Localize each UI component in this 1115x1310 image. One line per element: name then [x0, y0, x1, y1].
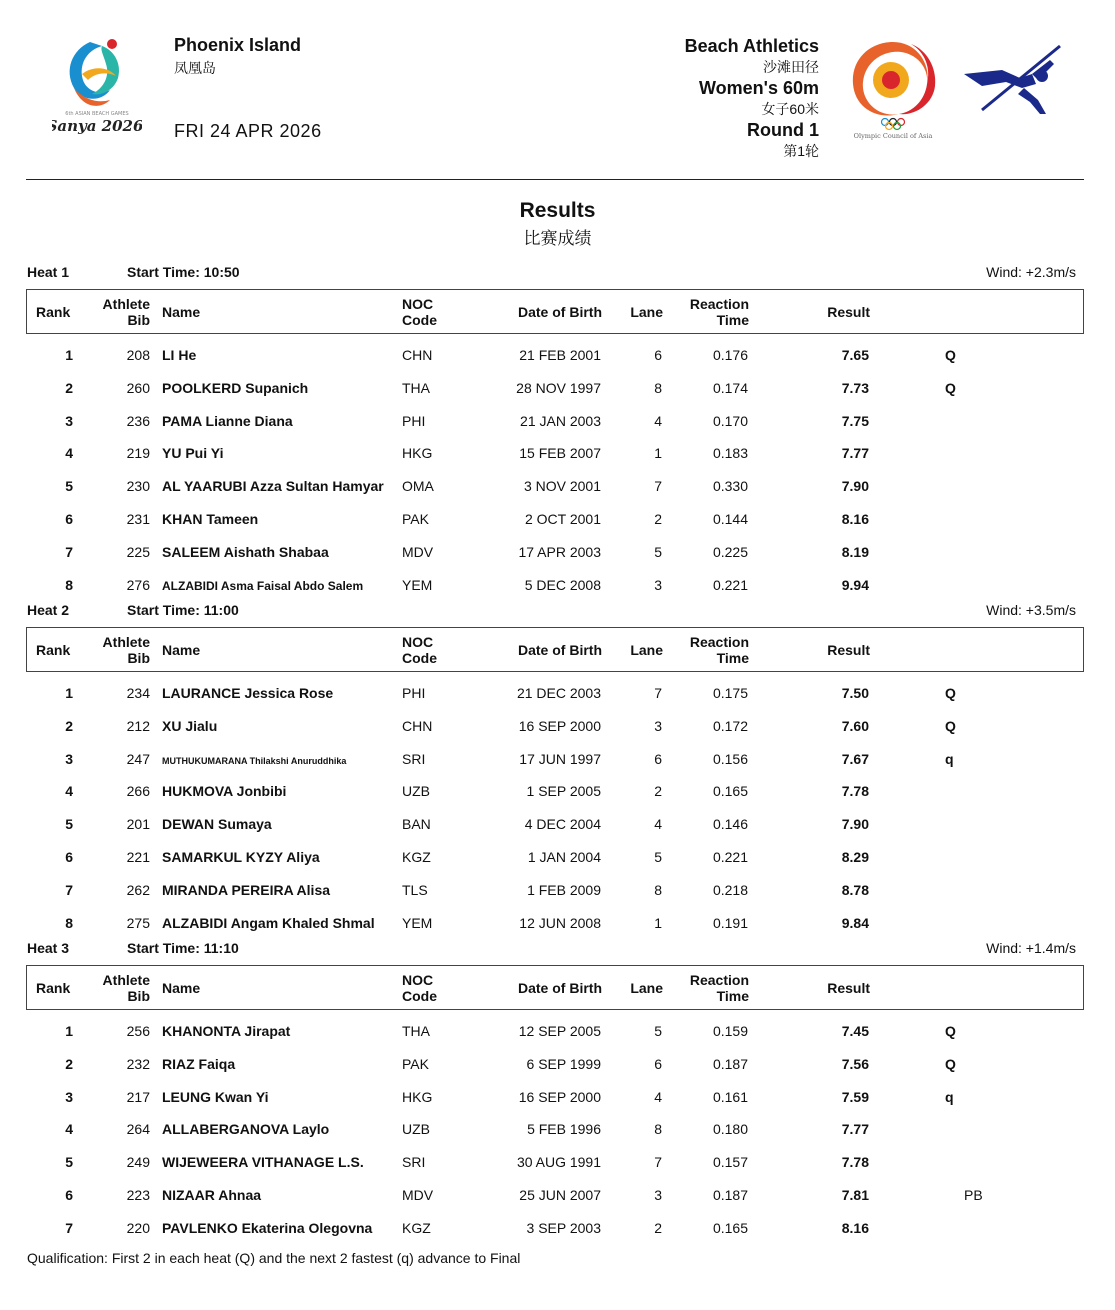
- rank-cell: 8: [65, 576, 73, 593]
- rank-cell: 1: [65, 1023, 73, 1039]
- athlete-name: POOLKERD Supanich: [162, 379, 309, 396]
- reaction-time-cell: 0.221: [712, 848, 748, 865]
- col-reaction-time: Reaction Time: [689, 634, 749, 666]
- dob-cell: 25 JUN 2007: [519, 1186, 601, 1203]
- table-header: [26, 965, 1084, 1010]
- result-cell: 8.29: [841, 848, 869, 865]
- qualification-note: Qualification: First 2 in each heat (Q) and the next 2 fastest (q) advance to Final: [27, 1250, 521, 1266]
- table-row: [26, 502, 1084, 535]
- bib-cell: 232: [126, 1055, 150, 1072]
- noc-cell: MDV: [402, 543, 434, 560]
- athlete-name: WIJEWEERA VITHANAGE L.S.: [162, 1154, 364, 1171]
- lane-cell: 8: [654, 881, 662, 898]
- table-row: [26, 709, 1084, 742]
- lane-cell: 4: [654, 816, 662, 833]
- reaction-time-cell: 0.225: [712, 543, 748, 560]
- rank-cell: 6: [65, 510, 73, 527]
- result-cell: 7.50: [841, 685, 869, 701]
- result-cell: 7.78: [841, 783, 869, 800]
- rank-cell: 3: [65, 750, 73, 767]
- reaction-time-cell: 0.172: [712, 717, 748, 734]
- table-row: [26, 807, 1084, 840]
- result-cell: 7.60: [841, 717, 869, 734]
- svg-text:Olympic Council of Asia: Olympic Council of Asia: [853, 132, 933, 140]
- result-cell: 7.73: [841, 379, 869, 396]
- dob-cell: 17 APR 2003: [518, 543, 601, 560]
- lane-cell: 6: [654, 750, 662, 767]
- dob-cell: 21 FEB 2001: [519, 347, 601, 363]
- bib-cell: 231: [126, 510, 150, 527]
- table-row: [26, 568, 1084, 601]
- result-cell: 8.19: [841, 543, 869, 560]
- venue-name: Phoenix Island: [174, 35, 302, 55]
- noc-cell: KGZ: [402, 1219, 431, 1236]
- result-cell: 7.78: [841, 1154, 869, 1171]
- noc-cell: THA: [402, 379, 430, 396]
- table-row: [26, 1211, 1084, 1244]
- lane-cell: 3: [654, 576, 662, 593]
- col-name: Name: [162, 980, 201, 996]
- result-cell: 7.67: [841, 750, 869, 767]
- heat-info: [26, 602, 1084, 622]
- competition-date: FRI 24 APR 2026: [174, 121, 322, 141]
- table-row: [26, 1145, 1084, 1178]
- col-rank: Rank: [36, 642, 71, 658]
- rank-cell: 8: [65, 914, 73, 931]
- table-row: [26, 1080, 1084, 1113]
- heat-rows: [26, 1014, 1084, 1244]
- rank-cell: 5: [65, 1154, 73, 1171]
- lane-cell: 1: [654, 914, 662, 931]
- table-row: [26, 338, 1084, 371]
- lane-cell: 6: [654, 1055, 662, 1072]
- lane-cell: 5: [654, 543, 662, 560]
- rank-cell: 7: [65, 881, 73, 898]
- heat-2: [26, 602, 1084, 938]
- result-cell: 7.90: [841, 478, 869, 495]
- noc-cell: HKG: [402, 1088, 433, 1105]
- qualification-mark: Q: [945, 347, 956, 363]
- dob-cell: 3 SEP 2003: [526, 1219, 601, 1236]
- event-name: Women's 60m: [699, 78, 819, 98]
- lane-cell: 6: [654, 347, 662, 363]
- record-mark: PB: [964, 1186, 983, 1203]
- athlete-name: PAMA Lianne Diana: [162, 412, 293, 429]
- col-dob: Date of Birth: [518, 642, 602, 658]
- athlete-name: PAVLENKO Ekaterina Olegovna: [162, 1219, 373, 1236]
- start-time: Start Time: 11:10: [127, 940, 239, 956]
- heat-rows: [26, 338, 1084, 600]
- lane-cell: 8: [654, 1121, 662, 1138]
- athlete-name: AL YAARUBI Azza Sultan Hamyar: [162, 478, 384, 495]
- athletics-pictogram-icon: [962, 44, 1062, 114]
- noc-cell: MDV: [402, 1186, 434, 1203]
- noc-cell: UZB: [402, 783, 430, 800]
- result-cell: 8.78: [841, 881, 869, 898]
- dob-cell: 6 SEP 1999: [526, 1055, 601, 1072]
- qualification-mark: Q: [945, 717, 956, 734]
- page-title-zh: 比赛成绩: [523, 229, 592, 248]
- table-row: [26, 840, 1084, 873]
- bib-cell: 221: [126, 848, 150, 865]
- lane-cell: 1: [654, 445, 662, 462]
- athlete-name: DEWAN Sumaya: [162, 816, 272, 833]
- bib-cell: 219: [126, 445, 150, 462]
- bib-cell: 217: [126, 1088, 150, 1105]
- lane-cell: 5: [654, 848, 662, 865]
- qualification-mark: Q: [945, 1055, 956, 1072]
- event-name-zh: 女子60米: [761, 101, 819, 117]
- venue-name-zh: 凤凰岛: [174, 60, 216, 76]
- lane-cell: 8: [654, 379, 662, 396]
- reaction-time-cell: 0.165: [712, 783, 748, 800]
- dob-cell: 12 SEP 2005: [518, 1023, 601, 1039]
- reaction-time-cell: 0.330: [712, 478, 748, 495]
- round-name-zh: 第1轮: [783, 143, 819, 159]
- wind-reading: Wind: +3.5m/s: [986, 602, 1076, 618]
- table-row: [26, 774, 1084, 807]
- rank-cell: 5: [65, 816, 73, 833]
- athlete-name: KHAN Tameen: [162, 510, 259, 527]
- bib-cell: 264: [126, 1121, 150, 1138]
- dob-cell: 15 FEB 2007: [519, 445, 601, 462]
- noc-cell: YEM: [402, 914, 433, 931]
- page-title: Results: [519, 199, 596, 222]
- bib-cell: 225: [126, 543, 150, 560]
- col-reaction-time: Reaction Time: [689, 296, 749, 328]
- event-block: [685, 35, 819, 161]
- table-row: [26, 1014, 1084, 1047]
- round-name: Round 1: [747, 120, 819, 140]
- rank-cell: 4: [65, 445, 73, 462]
- athlete-name: LI He: [162, 347, 197, 363]
- noc-cell: PAK: [402, 1055, 429, 1072]
- reaction-time-cell: 0.221: [712, 576, 748, 593]
- col-rank: Rank: [36, 304, 71, 320]
- heat-3: [26, 940, 1084, 1244]
- noc-cell: KGZ: [402, 848, 431, 865]
- reaction-time-cell: 0.159: [712, 1023, 748, 1039]
- col-bib: Athlete Bib: [102, 972, 150, 1004]
- reaction-time-cell: 0.176: [712, 347, 748, 363]
- athlete-name: SALEEM Aishath Shabaa: [162, 543, 329, 560]
- noc-cell: CHN: [402, 717, 433, 734]
- dob-cell: 4 DEC 2004: [524, 816, 601, 833]
- athlete-name: ALZABIDI Asma Faisal Abdo Salem: [162, 578, 364, 593]
- noc-cell: HKG: [402, 445, 433, 462]
- lane-cell: 2: [654, 783, 662, 800]
- reaction-time-cell: 0.187: [712, 1055, 748, 1072]
- table-row: [26, 469, 1084, 502]
- rank-cell: 3: [65, 1088, 73, 1105]
- dob-cell: 21 JAN 2003: [520, 412, 601, 429]
- qualification-mark: q: [945, 1088, 954, 1105]
- rank-cell: 4: [65, 1121, 73, 1138]
- table-row: [26, 906, 1084, 939]
- result-cell: 9.84: [841, 914, 869, 931]
- bib-cell: 275: [126, 914, 150, 931]
- bib-cell: 234: [126, 685, 150, 701]
- bib-cell: 230: [126, 478, 150, 495]
- bib-cell: 212: [126, 717, 150, 734]
- dob-cell: 17 JUN 1997: [519, 750, 601, 767]
- result-cell: 7.81: [841, 1186, 869, 1203]
- col-bib: Athlete Bib: [102, 634, 150, 666]
- result-cell: 8.16: [841, 510, 869, 527]
- qualification-mark: Q: [945, 685, 956, 701]
- rank-cell: 6: [65, 848, 73, 865]
- dob-cell: 5 DEC 2008: [524, 576, 601, 593]
- athlete-name: HUKMOVA Jonbibi: [162, 783, 287, 800]
- athlete-name: MIRANDA PEREIRA Alisa: [162, 881, 331, 898]
- result-cell: 9.94: [841, 576, 869, 593]
- dob-cell: 1 FEB 2009: [527, 881, 601, 898]
- noc-cell: THA: [402, 1023, 430, 1039]
- lane-cell: 5: [654, 1023, 662, 1039]
- heat-rows: [26, 676, 1084, 938]
- bib-cell: 201: [126, 816, 150, 833]
- bib-cell: 276: [126, 576, 150, 593]
- bib-cell: 262: [126, 881, 150, 898]
- table-row: [26, 1178, 1084, 1211]
- athlete-name: RIAZ Faiqa: [162, 1055, 236, 1072]
- result-cell: 7.45: [841, 1023, 869, 1039]
- result-cell: 7.65: [841, 347, 869, 363]
- lane-cell: 7: [654, 685, 662, 701]
- dob-cell: 21 DEC 2003: [516, 685, 601, 701]
- lane-cell: 7: [654, 1154, 662, 1171]
- lane-cell: 3: [654, 717, 662, 734]
- dob-cell: 1 JAN 2004: [527, 848, 601, 865]
- wind-reading: Wind: +1.4m/s: [986, 940, 1076, 956]
- reaction-time-cell: 0.174: [712, 379, 748, 396]
- reaction-time-cell: 0.175: [712, 685, 748, 701]
- heat-name: Heat 2: [27, 602, 70, 618]
- header-divider: [26, 179, 1084, 180]
- lane-cell: 2: [654, 510, 662, 527]
- dob-cell: 28 NOV 1997: [516, 379, 601, 396]
- heat-1: [26, 264, 1084, 600]
- bib-cell: 220: [126, 1219, 150, 1236]
- bib-cell: 236: [126, 412, 150, 429]
- reaction-time-cell: 0.183: [712, 445, 748, 462]
- heat-name: Heat 1: [27, 264, 70, 280]
- bib-cell: 266: [126, 783, 150, 800]
- col-reaction-time: Reaction Time: [689, 972, 749, 1004]
- bib-cell: 208: [126, 347, 150, 363]
- reaction-time-cell: 0.180: [712, 1121, 748, 1138]
- bib-cell: 247: [126, 750, 150, 767]
- dob-cell: 16 SEP 2000: [518, 717, 601, 734]
- dob-cell: 1 SEP 2005: [526, 783, 601, 800]
- oca-logo: [843, 34, 943, 144]
- athlete-name: KHANONTA Jirapat: [162, 1023, 291, 1039]
- noc-cell: OMA: [402, 478, 434, 495]
- noc-cell: UZB: [402, 1121, 430, 1138]
- qualification-mark: q: [945, 750, 954, 767]
- noc-cell: PAK: [402, 510, 429, 527]
- athlete-name: LEUNG Kwan Yi: [162, 1088, 269, 1105]
- result-cell: 7.77: [841, 1121, 869, 1138]
- athlete-name: ALLABERGANOVA Laylo: [162, 1121, 330, 1138]
- lane-cell: 4: [654, 1088, 662, 1105]
- col-name: Name: [162, 642, 201, 658]
- dob-cell: 30 AUG 1991: [516, 1154, 601, 1171]
- col-bib: Athlete Bib: [102, 296, 150, 328]
- noc-cell: PHI: [402, 685, 426, 701]
- heat-info: [26, 940, 1084, 960]
- rank-cell: 2: [65, 717, 73, 734]
- svg-text:Sanya 2026: Sanya 2026: [52, 117, 142, 135]
- qualification-mark: Q: [945, 1023, 956, 1039]
- rank-cell: 6: [65, 1186, 73, 1203]
- col-lane: Lane: [630, 304, 663, 320]
- rank-cell: 4: [65, 783, 73, 800]
- col-lane: Lane: [630, 642, 663, 658]
- reaction-time-cell: 0.157: [712, 1154, 748, 1171]
- lane-cell: 2: [654, 1219, 662, 1236]
- dob-cell: 3 NOV 2001: [523, 478, 601, 495]
- athlete-name: XU Jialu: [162, 717, 218, 734]
- table-row: [26, 1112, 1084, 1145]
- result-cell: 7.75: [841, 412, 869, 429]
- rank-cell: 7: [65, 1219, 73, 1236]
- result-cell: 8.16: [841, 1219, 869, 1236]
- athlete-name: NIZAAR Ahnaa: [162, 1186, 262, 1203]
- dob-cell: 5 FEB 1996: [527, 1121, 601, 1138]
- heat-info: [26, 264, 1084, 284]
- table-row: [26, 1047, 1084, 1080]
- col-dob: Date of Birth: [518, 980, 602, 996]
- dob-cell: 12 JUN 2008: [519, 914, 601, 931]
- heat-name: Heat 3: [27, 940, 70, 956]
- sanya-2026-logo: [52, 30, 142, 145]
- table-row: [26, 404, 1084, 437]
- sport-name-zh: 沙滩田径: [763, 59, 819, 75]
- rank-cell: 5: [65, 478, 73, 495]
- table-row: [26, 676, 1084, 709]
- table-row: [26, 436, 1084, 469]
- table-row: [26, 742, 1084, 775]
- wind-reading: Wind: +2.3m/s: [986, 264, 1076, 280]
- col-name: Name: [162, 304, 201, 320]
- bib-cell: 223: [126, 1186, 150, 1203]
- venue-block: [174, 35, 301, 78]
- noc-cell: PHI: [402, 412, 426, 429]
- athlete-name: SAMARKUL KYZY Aliya: [162, 848, 320, 865]
- lane-cell: 3: [654, 1186, 662, 1203]
- start-time: Start Time: 11:00: [127, 602, 239, 618]
- col-result: Result: [827, 304, 870, 320]
- col-result: Result: [827, 980, 870, 996]
- col-noc: NOC Code: [402, 634, 437, 666]
- reaction-time-cell: 0.161: [712, 1088, 748, 1105]
- athlete-name: YU Pui Yi: [162, 445, 224, 462]
- col-noc: NOC Code: [402, 972, 437, 1004]
- lane-cell: 7: [654, 478, 662, 495]
- rank-cell: 1: [65, 347, 73, 363]
- lane-cell: 4: [654, 412, 662, 429]
- table-header: [26, 627, 1084, 672]
- rank-cell: 7: [65, 543, 73, 560]
- table-row: [26, 535, 1084, 568]
- athlete-name: LAURANCE Jessica Rose: [162, 685, 334, 701]
- reaction-time-cell: 0.218: [712, 881, 748, 898]
- rank-cell: 2: [65, 379, 73, 396]
- noc-cell: SRI: [402, 750, 426, 767]
- bib-cell: 256: [126, 1023, 150, 1039]
- results-title: [0, 199, 1115, 249]
- dob-cell: 2 OCT 2001: [524, 510, 601, 527]
- reaction-time-cell: 0.191: [712, 914, 748, 931]
- bib-cell: 260: [126, 379, 150, 396]
- col-result: Result: [827, 642, 870, 658]
- noc-cell: YEM: [402, 576, 433, 593]
- noc-cell: TLS: [402, 881, 428, 898]
- col-dob: Date of Birth: [518, 304, 602, 320]
- rank-cell: 2: [65, 1055, 73, 1072]
- col-lane: Lane: [630, 980, 663, 996]
- result-cell: 7.59: [841, 1088, 869, 1105]
- athlete-name: ALZABIDI Angam Khaled Shmal: [162, 914, 375, 931]
- sport-name: Beach Athletics: [684, 36, 819, 56]
- start-time: Start Time: 10:50: [127, 264, 240, 280]
- result-cell: 7.56: [841, 1055, 869, 1072]
- col-rank: Rank: [36, 980, 71, 996]
- reaction-time-cell: 0.170: [712, 412, 748, 429]
- table-row: [26, 371, 1084, 404]
- reaction-time-cell: 0.165: [712, 1219, 748, 1236]
- reaction-time-cell: 0.187: [712, 1186, 748, 1203]
- rank-cell: 1: [65, 685, 73, 701]
- svg-text:6th ASIAN BEACH GAMES: 6th ASIAN BEACH GAMES: [65, 111, 129, 117]
- table-header: [26, 289, 1084, 334]
- reaction-time-cell: 0.156: [712, 750, 748, 767]
- result-cell: 7.90: [841, 816, 869, 833]
- athlete-name: MUTHUKUMARANA Thilakshi Anuruddhika: [162, 755, 347, 766]
- reaction-time-cell: 0.144: [712, 510, 748, 527]
- noc-cell: BAN: [402, 816, 431, 833]
- rank-cell: 3: [65, 412, 73, 429]
- col-noc: NOC Code: [402, 296, 437, 328]
- reaction-time-cell: 0.146: [712, 816, 748, 833]
- noc-cell: SRI: [402, 1154, 426, 1171]
- dob-cell: 16 SEP 2000: [518, 1088, 601, 1105]
- qualification-mark: Q: [945, 379, 956, 396]
- bib-cell: 249: [126, 1154, 150, 1171]
- noc-cell: CHN: [402, 347, 433, 363]
- table-row: [26, 873, 1084, 906]
- result-cell: 7.77: [841, 445, 869, 462]
